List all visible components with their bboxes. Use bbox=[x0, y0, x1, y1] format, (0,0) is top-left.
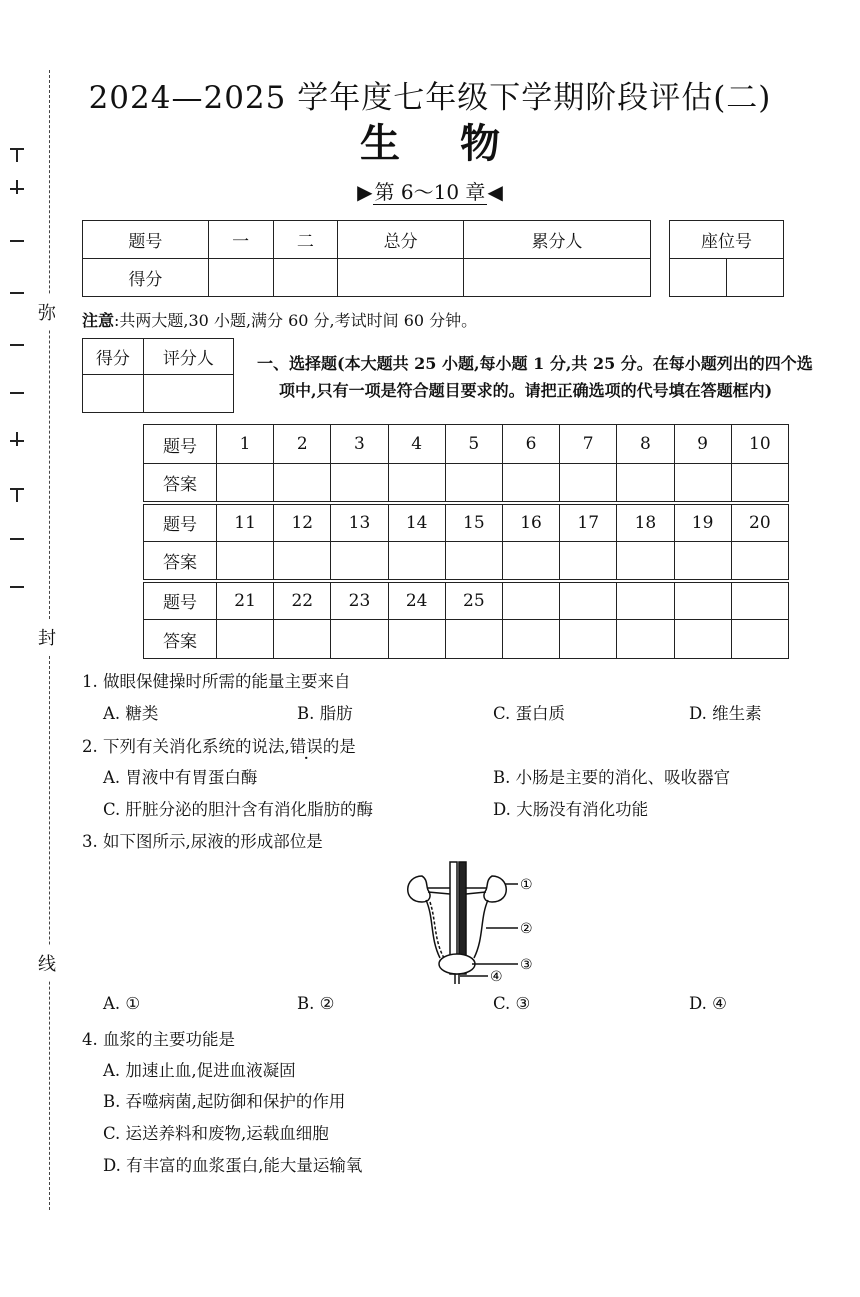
diagram-label-3: ③ bbox=[520, 957, 533, 973]
answer-cell[interactable] bbox=[217, 464, 274, 503]
answer-cell[interactable] bbox=[502, 464, 559, 503]
grid-q-num bbox=[502, 581, 559, 620]
grid-q-label: 题号 bbox=[144, 581, 217, 620]
answer-cell[interactable] bbox=[274, 464, 331, 503]
question-3-option-a[interactable]: A. ① bbox=[103, 994, 141, 1013]
grid-q-num: 2 bbox=[274, 425, 331, 464]
question-1-option-d[interactable]: D. 维生素 bbox=[689, 704, 762, 723]
answer-cell[interactable] bbox=[445, 620, 502, 659]
question-2-stem-post: 的是 bbox=[322, 737, 356, 756]
diagram-label-1: ① bbox=[520, 877, 533, 893]
seat-label: 座位号 bbox=[670, 221, 784, 259]
grid-q-num: 22 bbox=[274, 581, 331, 620]
grader-name-cell[interactable] bbox=[143, 375, 233, 413]
question-1-stem: 1. 做眼保健操时所需的能量主要来自 bbox=[82, 672, 351, 691]
answer-cell bbox=[502, 620, 559, 659]
grid-a-label: 答案 bbox=[144, 464, 217, 503]
grader-score-label: 得分 bbox=[83, 339, 144, 375]
grid-q-num: 20 bbox=[731, 503, 788, 542]
answer-cell[interactable] bbox=[274, 620, 331, 659]
margin-char-xian: 线 bbox=[38, 946, 56, 980]
grid-q-num: 19 bbox=[674, 503, 731, 542]
question-2-option-b[interactable]: B. 小肠是主要的消化、吸收器官 bbox=[493, 768, 731, 787]
chapter-text: 第 6～10 章 bbox=[374, 180, 486, 204]
grid-q-num bbox=[560, 581, 617, 620]
question-3-option-c[interactable]: C. ③ bbox=[493, 994, 531, 1013]
score-cell[interactable] bbox=[464, 259, 651, 297]
grid-a-label: 答案 bbox=[144, 542, 217, 581]
answer-grid bbox=[143, 424, 789, 659]
question-4-option-d[interactable]: D. 有丰富的血浆蛋白,能大量运输氧 bbox=[103, 1156, 363, 1175]
question-2-option-a[interactable]: A. 胃液中有胃蛋白酶 bbox=[103, 768, 258, 787]
diagram-label-2: ② bbox=[520, 921, 533, 937]
grid-q-num: 11 bbox=[217, 503, 274, 542]
grid-q-num bbox=[731, 581, 788, 620]
grid-q-num: 3 bbox=[331, 425, 388, 464]
grid-q-num bbox=[674, 581, 731, 620]
grid-q-num: 24 bbox=[388, 581, 445, 620]
score-cell[interactable] bbox=[208, 259, 273, 297]
answer-cell[interactable] bbox=[560, 464, 617, 503]
question-2-stem-pre: 2. 下列有关消化系统的说法, bbox=[82, 737, 290, 756]
grid-q-num: 23 bbox=[331, 581, 388, 620]
grid-q-num: 1 bbox=[217, 425, 274, 464]
seat-cell[interactable] bbox=[727, 259, 784, 297]
grid-q-num: 18 bbox=[617, 503, 674, 542]
grid-q-num: 14 bbox=[388, 503, 445, 542]
grid-q-num: 12 bbox=[274, 503, 331, 542]
answer-cell[interactable] bbox=[502, 542, 559, 581]
triangle-left-icon: ◀ bbox=[487, 180, 503, 204]
question-3-stem: 3. 如下图所示,尿液的形成部位是 bbox=[82, 832, 323, 851]
grid-q-num: 8 bbox=[617, 425, 674, 464]
grid-q-label: 题号 bbox=[144, 425, 217, 464]
answer-cell[interactable] bbox=[674, 464, 731, 503]
grader-label: 评分人 bbox=[143, 339, 233, 375]
margin-char-mi: 弥 bbox=[38, 295, 56, 329]
question-2-option-c[interactable]: C. 肝脏分泌的胆汁含有消化脂肪的酶 bbox=[103, 800, 374, 819]
answer-cell[interactable] bbox=[331, 464, 388, 503]
grid-q-num: 15 bbox=[445, 503, 502, 542]
section1-line2: 项中,只有一项是符合题目要求的。请把正确选项的代号填在答题框内) bbox=[279, 381, 773, 400]
question-1-option-a[interactable]: A. 糖类 bbox=[103, 704, 159, 723]
answer-cell[interactable] bbox=[617, 542, 674, 581]
grid-q-num: 17 bbox=[560, 503, 617, 542]
exam-note bbox=[82, 308, 477, 331]
grid-q-num: 7 bbox=[560, 425, 617, 464]
answer-cell[interactable] bbox=[388, 620, 445, 659]
answer-cell[interactable] bbox=[217, 620, 274, 659]
score-header: 一 bbox=[208, 221, 273, 259]
question-3-option-b[interactable]: B. ② bbox=[297, 994, 335, 1013]
subject-title: 生物 bbox=[360, 120, 560, 167]
question-2-emphasis: 错误 bbox=[289, 737, 323, 756]
score-cell[interactable] bbox=[338, 259, 464, 297]
chapter-range bbox=[0, 176, 860, 205]
question-1-option-b[interactable]: B. 脂肪 bbox=[297, 704, 353, 723]
answer-cell bbox=[560, 620, 617, 659]
grid-a-label: 答案 bbox=[144, 620, 217, 659]
grid-q-num bbox=[617, 581, 674, 620]
answer-cell bbox=[731, 620, 788, 659]
answer-cell[interactable] bbox=[731, 464, 788, 503]
grid-q-num: 10 bbox=[731, 425, 788, 464]
answer-cell[interactable] bbox=[674, 542, 731, 581]
answer-cell[interactable] bbox=[331, 542, 388, 581]
question-4-stem: 4. 血浆的主要功能是 bbox=[82, 1030, 235, 1049]
answer-cell[interactable] bbox=[217, 542, 274, 581]
note-text: :共两大题,30 小题,满分 60 分,考试时间 60 分钟。 bbox=[114, 311, 478, 330]
answer-cell[interactable] bbox=[617, 464, 674, 503]
question-4-option-b[interactable]: B. 吞噬病菌,起防御和保护的作用 bbox=[103, 1092, 346, 1111]
grid-q-num: 5 bbox=[445, 425, 502, 464]
seat-table bbox=[669, 220, 784, 297]
score-header: 题号 bbox=[83, 221, 209, 259]
answer-cell[interactable] bbox=[445, 542, 502, 581]
urinary-system-diagram bbox=[400, 858, 540, 986]
question-2-option-d[interactable]: D. 大肠没有消化功能 bbox=[493, 800, 649, 819]
answer-cell[interactable] bbox=[388, 542, 445, 581]
diagram-label-4: ④ bbox=[490, 969, 503, 985]
question-4-option-a[interactable]: A. 加速止血,促进血液凝固 bbox=[103, 1061, 296, 1080]
answer-cell bbox=[674, 620, 731, 659]
score-header: 二 bbox=[273, 221, 338, 259]
triangle-right-icon: ▶ bbox=[357, 180, 373, 204]
grader-box bbox=[82, 338, 234, 413]
section1-line1: 一、选择题(本大题共 25 小题,每小题 1 分,共 25 分。在每小题列出的四个选 bbox=[257, 354, 813, 373]
answer-cell[interactable] bbox=[274, 542, 331, 581]
answer-cell[interactable] bbox=[560, 542, 617, 581]
score-header: 累分人 bbox=[464, 221, 651, 259]
question-2-stem bbox=[82, 733, 356, 757]
grader-score-cell[interactable] bbox=[83, 375, 144, 413]
question-1-option-c[interactable]: C. 蛋白质 bbox=[493, 704, 566, 723]
grid-q-num: 25 bbox=[445, 581, 502, 620]
seat-cell[interactable] bbox=[670, 259, 727, 297]
score-cell[interactable] bbox=[273, 259, 338, 297]
answer-cell[interactable] bbox=[445, 464, 502, 503]
answer-cell[interactable] bbox=[388, 464, 445, 503]
grid-q-num: 21 bbox=[217, 581, 274, 620]
grid-q-num: 16 bbox=[502, 503, 559, 542]
exam-title: 2024—2025 学年度七年级下学期阶段评估(二) bbox=[88, 80, 772, 116]
question-4-option-c[interactable]: C. 运送养料和废物,运载血细胞 bbox=[103, 1124, 329, 1143]
grid-q-num: 13 bbox=[331, 503, 388, 542]
grid-q-num: 9 bbox=[674, 425, 731, 464]
grid-q-label: 题号 bbox=[144, 503, 217, 542]
answer-cell[interactable] bbox=[331, 620, 388, 659]
section1-heading bbox=[257, 350, 847, 404]
grid-q-num: 4 bbox=[388, 425, 445, 464]
question-3-option-d[interactable]: D. ④ bbox=[689, 994, 727, 1013]
answer-cell[interactable] bbox=[731, 542, 788, 581]
score-header: 总分 bbox=[338, 221, 464, 259]
grid-q-num: 6 bbox=[502, 425, 559, 464]
score-row-label: 得分 bbox=[83, 259, 209, 297]
score-table bbox=[82, 220, 651, 297]
answer-cell bbox=[617, 620, 674, 659]
note-label: 注意 bbox=[82, 311, 115, 330]
margin-char-feng: 封 bbox=[38, 620, 56, 654]
